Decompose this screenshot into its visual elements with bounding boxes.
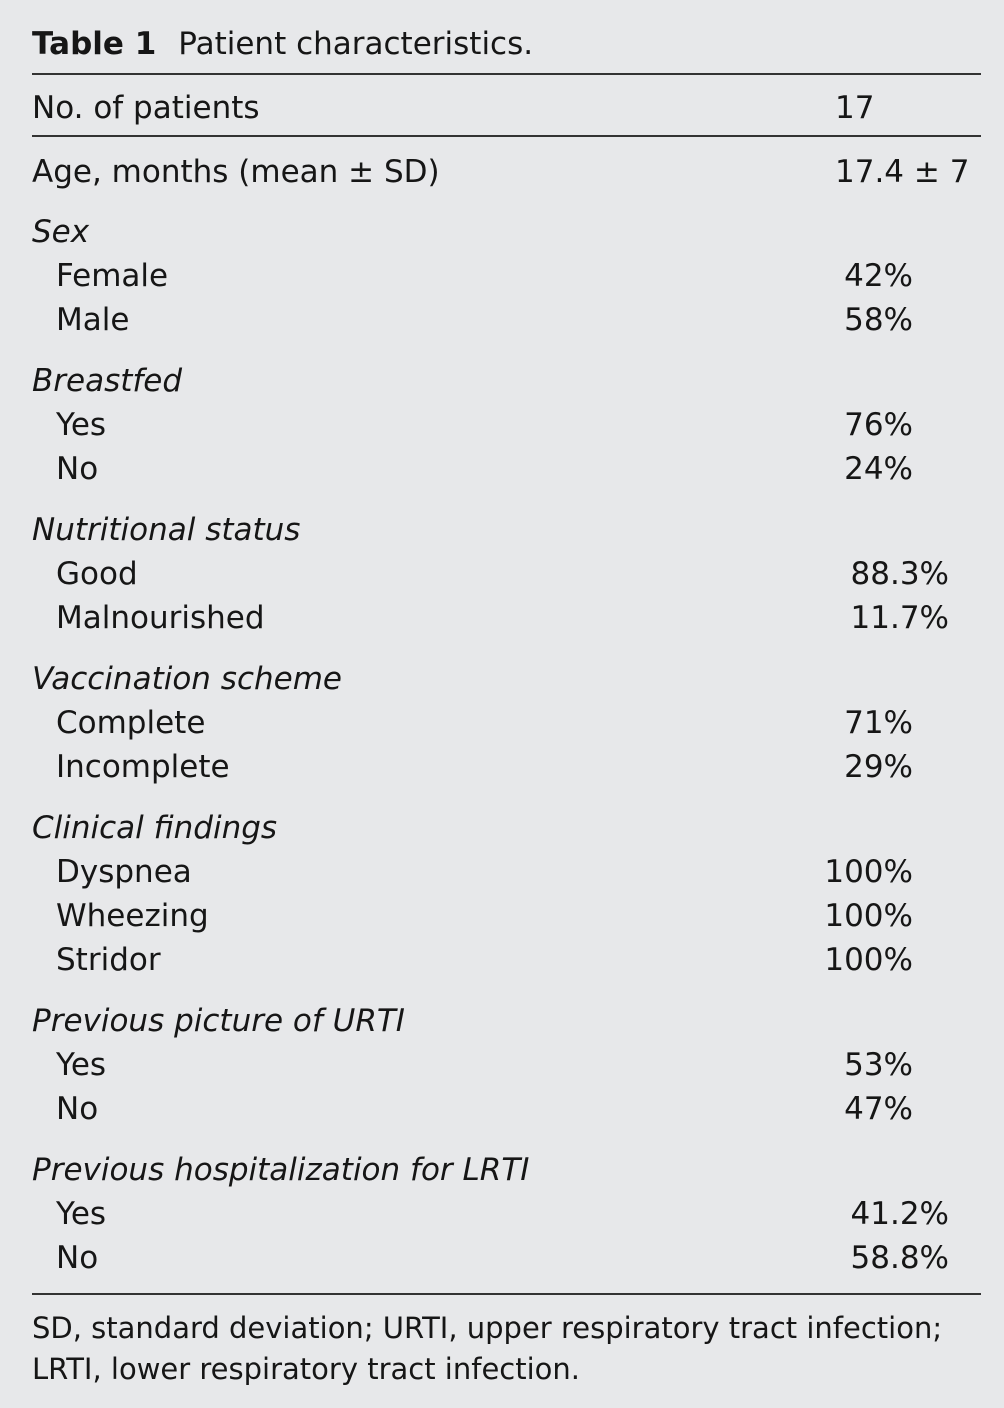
row-value: 29% <box>844 749 913 785</box>
group-heading-previous-hospitalization <box>32 1148 981 1192</box>
row-value: 42% <box>844 258 913 294</box>
row-label: Good <box>56 556 138 592</box>
row-label: Yes <box>56 1196 107 1232</box>
table-row <box>32 1236 981 1280</box>
group-heading-sex <box>32 210 981 254</box>
row-label: No <box>56 451 99 487</box>
group-heading: Previous hospitalization for LRTI <box>32 1152 530 1188</box>
table-row <box>32 938 981 982</box>
row-label: Yes <box>56 407 107 443</box>
row-value: 100% <box>824 942 913 978</box>
row-label: Female <box>56 258 169 294</box>
age-row <box>32 150 981 194</box>
group-heading: Clinical findings <box>32 810 278 846</box>
table-row <box>32 1192 981 1236</box>
group-heading: Nutritional status <box>32 512 301 548</box>
patients-row <box>32 86 981 130</box>
group-heading-clinical-findings <box>32 806 981 850</box>
row-value: 17 <box>835 90 875 126</box>
table-row <box>32 894 981 938</box>
row-label: Dyspnea <box>56 854 192 890</box>
row-value: 47% <box>844 1091 913 1127</box>
row-label: Male <box>56 302 130 338</box>
row-value: 58% <box>844 302 913 338</box>
group-heading: Previous picture of URTI <box>32 1003 405 1039</box>
group-heading-vaccination-scheme <box>32 657 981 701</box>
row-label: Stridor <box>56 942 161 978</box>
table-row <box>32 254 981 298</box>
row-label: No <box>56 1240 99 1276</box>
table-row <box>32 701 981 745</box>
table-footnote: SD, standard deviation; URTI, upper respiratory tract infection; LRTI, lower respiratory tract infection. <box>32 1311 943 1386</box>
group-heading: Breastfed <box>32 363 183 399</box>
row-value: 88.3% <box>850 556 949 592</box>
row-label: Yes <box>56 1047 107 1083</box>
header-rule <box>32 135 981 137</box>
row-label: Wheezing <box>56 898 209 934</box>
row-value: 100% <box>824 854 913 890</box>
row-value: 17.4 ± 7 <box>835 154 970 190</box>
bottom-rule <box>32 1293 981 1295</box>
row-label: No. of patients <box>32 90 260 126</box>
group-heading-nutritional-status <box>32 508 981 552</box>
table-row <box>32 745 981 789</box>
table-row <box>32 403 981 447</box>
row-value: 100% <box>824 898 913 934</box>
top-rule <box>32 73 981 75</box>
row-value: 58.8% <box>850 1240 949 1276</box>
table-row <box>32 1043 981 1087</box>
row-value: 11.7% <box>850 600 949 636</box>
row-value: 76% <box>844 407 913 443</box>
row-value: 53% <box>844 1047 913 1083</box>
table-row <box>32 1087 981 1131</box>
group-heading-breastfed <box>32 359 981 403</box>
row-label: Complete <box>56 705 206 741</box>
row-label: Age, months (mean ± SD) <box>32 154 440 190</box>
row-value: 41.2% <box>850 1196 949 1232</box>
row-value: 71% <box>844 705 913 741</box>
row-label: No <box>56 1091 99 1127</box>
table-row <box>32 850 981 894</box>
group-heading: Sex <box>32 214 90 250</box>
table-caption <box>32 22 533 66</box>
table-label: Table 1 <box>32 26 157 62</box>
table-title: Patient characteristics. <box>178 26 534 62</box>
table-row <box>32 447 981 491</box>
row-value: 24% <box>844 451 913 487</box>
group-heading-previous-urti <box>32 999 981 1043</box>
table-row <box>32 596 981 640</box>
table-row <box>32 298 981 342</box>
row-label: Malnourished <box>56 600 265 636</box>
group-heading: Vaccination scheme <box>32 661 342 697</box>
table-row <box>32 552 981 596</box>
row-label: Incomplete <box>56 749 230 785</box>
